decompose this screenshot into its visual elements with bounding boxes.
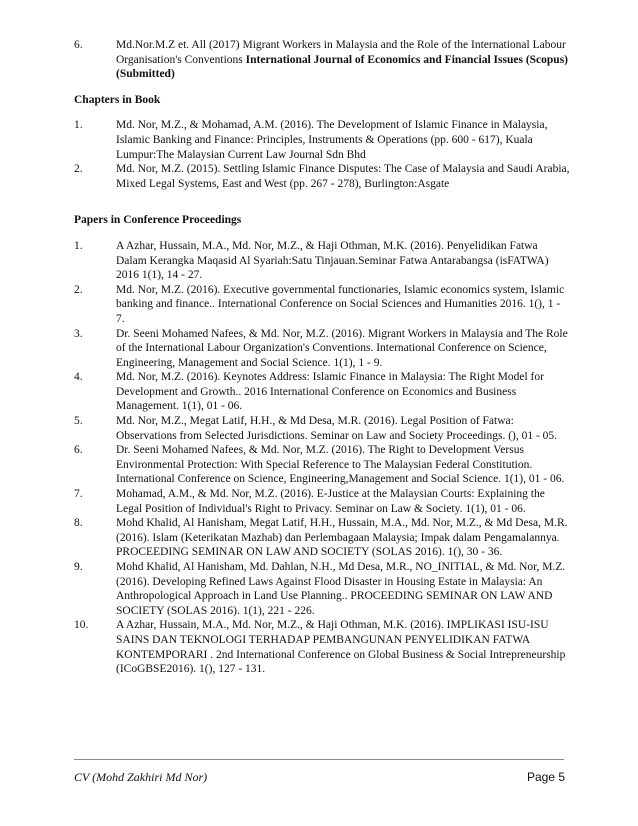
- entry-number: 10.: [74, 619, 89, 632]
- chapter-entry: [74, 162, 570, 191]
- paper-entry: [74, 618, 570, 676]
- paper-entry: [74, 327, 570, 371]
- entry-text: Md. Nor, M.Z. (2015). Settling Islamic Finance Disputes: The Case of Malaysia and Saudi Arabia, Mixed Legal Systems, East and West (pp. 267 - 278), Burlington:Asgate: [116, 163, 570, 190]
- entry-number: 2.: [74, 163, 83, 176]
- entry-text: Mohd Khalid, Al Hanisham, Md. Dahlan, N.H., Md Desa, M.R., NO_INITIAL, & Md. Nor, M.Z. (2016). Developing Refined Laws Against Flood Disaster in Housing Estate in Malaysia: An Anthropological Approach in Land Use Planning.. PROCEEDING SEMINAR ON LAW AND SOCIETY (SOLAS 2016). 1(1), 221 - 226.: [116, 561, 566, 617]
- entry-number: 1.: [74, 119, 83, 132]
- paper-entry: [74, 239, 570, 283]
- entry-number: 2.: [74, 283, 83, 296]
- entry-number: 5.: [74, 415, 83, 428]
- entry-text: A Azhar, Hussain, M.A., Md. Nor, M.Z., & Haji Othman, M.K. (2016). IMPLIKASI ISU-ISU SAINS DAN TEKNOLOGI TERHADAP PEMBANGUNAN PENYELIDIKAN FATWA KONTEMPORARI . 2nd International Conference on Global Business & Social Intrepreneurship (ICoGBSE2016). 1(), 127 - 131.: [116, 619, 566, 676]
- entry-text: Dr. Seeni Mohamed Nafees, & Md. Nor, M.Z. (2016). Migrant Workers in Malaysia and The Role of the International Labour Organization's Conventions. International Conference on Science, Engineering, Management and Social Science. 1(1), 1 - 9.: [116, 327, 568, 369]
- entry-text: Mohamad, A.M., & Md. Nor, M.Z. (2016). E-Justice at the Malaysian Courts: Explaining the Legal Position of Individual's Right to Privacy. Seminar on Law & Society. 1(1), 01 - 06.: [116, 488, 545, 515]
- paper-entry: [74, 487, 570, 516]
- paper-entry: [74, 516, 570, 560]
- entry-number: 9.: [74, 561, 83, 573]
- paper-entry: [74, 283, 570, 327]
- entry-number: 1.: [74, 239, 83, 252]
- paper-entry: [74, 443, 570, 487]
- entry-number: 6.: [74, 444, 83, 457]
- papers-heading: Papers in Conference Proceedings: [74, 214, 242, 227]
- paper-entry: [74, 560, 570, 618]
- chapters-heading: Chapters in Book: [74, 93, 161, 106]
- entry-text: Dr. Seeni Mohamed Nafees, & Md. Nor, M.Z. (2016). The Right to Development Versus Environmental Protection: With Special Reference to The Malaysian Federal Constitution. International Conference on Science, Engineering,Management and Social Science. 1(1), 01 - 06.: [116, 444, 565, 486]
- publication-entry: [74, 38, 570, 82]
- entry-text: Md. Nor, M.Z., Megat Latif, H.H., & Md Desa, M.R. (2016). Legal Position of Fatwa: Observations from Selected Jurisdictions. Seminar on Law and Society Proceedings. (), 01 - 05.: [116, 415, 558, 442]
- entry-text-plain: Md.Nor.M.Z et. All (2017) Migrant Workers in Malaysia and the Role of the International Labour Organisation's Conventions: [116, 39, 566, 66]
- footer-cv-title: CV (Mohd Zakhiri Md Nor): [74, 770, 208, 784]
- chapter-entry: [74, 118, 570, 162]
- paper-entry: [74, 414, 570, 443]
- entry-number: 7.: [74, 488, 83, 501]
- entry-text: Md. Nor, M.Z. (2016). Executive governmental functionaries, Islamic economics system, Islamic banking and finance.. International Conference on Social Sciences and Humanities 2016. 1(), 1 - 7.: [116, 283, 565, 325]
- paper-entry: [74, 370, 570, 414]
- page-content: [74, 38, 570, 677]
- entry-text-bold: International Journal of Economics and Financial Issues (Scopus) (Submitted): [116, 53, 569, 81]
- entry-number: 6.: [74, 39, 83, 51]
- entry-number: 4.: [74, 371, 83, 384]
- entry-text: A Azhar, Hussain, M.A., Md. Nor, M.Z., & Haji Othman, M.K. (2016). Penyelidikan Fatwa Dalam Kerangka Maqasid Al Syariah:Satu Tinjauan.Seminar Fatwa Antarabangsa (isFATWA) 2016 1(1), 14 - 27.: [116, 239, 549, 282]
- entry-text: Mohd Khalid, Al Hanisham, Megat Latif, H.H., Hussain, M.A., Md. Nor, M.Z., & Md Desa, M.R. (2016). Islam (Keterikatan Mazhab) dan Perlembagaan Malaysia; Impak dalam Pengamalannya. PROCEEDING SEMINAR ON LAW AND SOCIETY (SOLAS 2016). 1(), 30 - 36.: [116, 517, 568, 559]
- footer-divider: [74, 759, 564, 760]
- entry-text: Md. Nor, M.Z., & Mohamad, A.M. (2016). The Development of Islamic Finance in Malaysia, Islamic Banking and Finance: Principles, Instruments & Operations (pp. 600 - 617), Kuala Lumpur:The Malaysian Current Law Journal Sdn Bhd: [116, 119, 548, 161]
- entry-number: 3.: [74, 327, 83, 340]
- entry-text: [116, 38, 570, 82]
- entry-number: 8.: [74, 517, 83, 530]
- entry-text: Md. Nor, M.Z. (2016). Keynotes Address: Islamic Finance in Malaysia: The Right Model for Development and Growth.. 2016 International Conference on Economics and Business Management. 1(1), 01 - 06.: [116, 371, 544, 413]
- footer-page-number: Page 5: [526, 770, 565, 784]
